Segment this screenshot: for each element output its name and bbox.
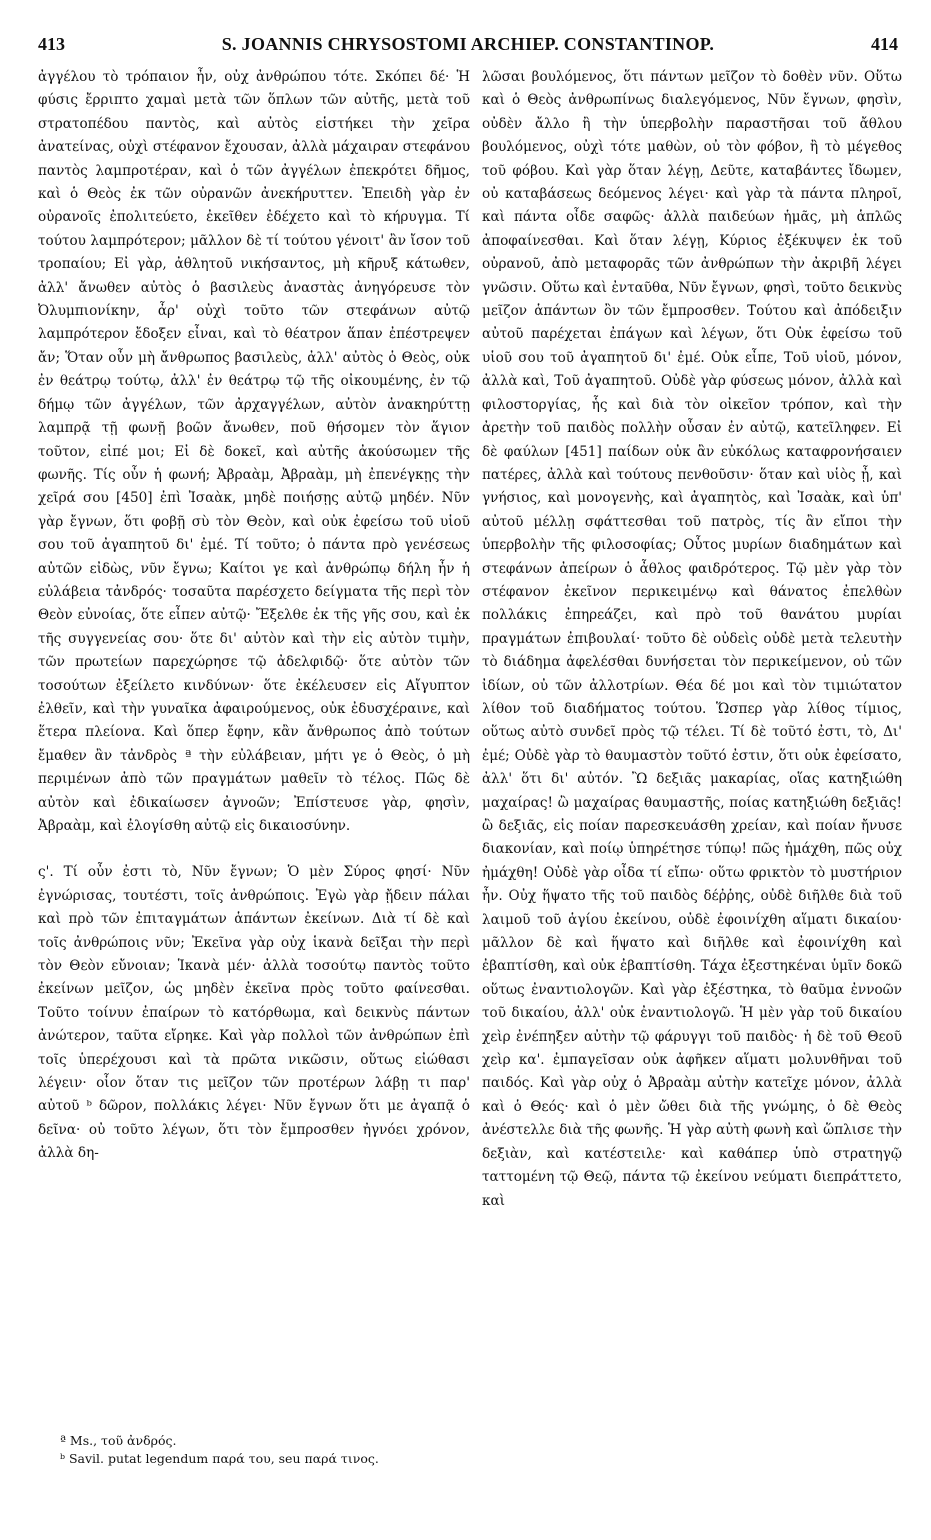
left-paragraph-1: ἀγγέλου τὸ τρόπαιον ἦν, οὐχ ἀνθρώπου τότε. Σκόπει δέ· Ἡ φύσις ἔρριπτο χαμαὶ μετὰ τῶν ὅπλων τῶν αὐτῆς, μετὰ τοῦ στρατοπέδου παντὸς, καὶ αὐτὸς εἱστήκει τὴν χεῖρα ἀνατείνας, οὐχὶ στέφανον ἔχουσαν, ἀλλὰ μάχαιραν στεφάνου παντὸς λαμπροτέραν, καὶ ὁ τῶν ἀγγέλων ἐπεκρότει δῆμος, καὶ ὁ Θεὸς ἐκ τῶν οὐρανῶν ἀνεκήρυττεν. Ἐπειδὴ γὰρ ἐν οὐρανοῖς ἐπολιτεύετο, ἐκεῖθεν ἐδέχετο καὶ τὸ κήρυγμα. Τί τούτου λαμπρότερον; μᾶλλον δὲ τί τούτου γένοιτ' ἂν ἴσον τοῦ τροπαίου; Εἰ γὰρ, ἀθλητοῦ νικήσαντος, μὴ κῆρυξ κάτωθεν, ἀλλ' ἄνωθεν αὐτὸς ὁ βασιλεὺς ἀναστὰς ἀνηγόρευσε τὸν Ὀλυμπιονίκην, ἆρ' οὐχὶ τοῦτο τῶν στεφάνων αὐτῷ λαμπρότερον ἔδοξεν εἶναι, καὶ τὸ θέατρον ἅπαν ἐπέστρεψεν ἄν; Ὅταν οὖν μὴ ἄνθρωπος βασιλεὺς, ἀλλ' αὐτὸς ὁ Θεὸς, οὐκ ἐν θεάτρῳ τούτῳ, ἀλλ' ἐν θεάτρῳ τῷ τῆς οἰκουμένης, ἐν τῷ δήμῳ τῶν ἀγγέλων, τῶν ἀρχαγγέλων, αὐτὸν ἀνακηρύττῃ λαμπρᾷ τῇ φωνῇ βοῶν ἄνωθεν, ποῦ θήσομεν τὸν ἅγιον τοῦτον, εἰπέ μοι; Εἰ δὲ δοκεῖ, καὶ αὐτῆς ἀκούσωμεν τῆς φωνῆς. Τίς οὖν ἡ φωνή; Ἀβραὰμ, Ἀβραὰμ, μὴ ἐπενέγκῃς τὴν χεῖρά σου [450] ἐπὶ Ἰσαὰκ, μηδὲ ποιήσῃς αὐτῷ μηδέν. Νῦν γὰρ ἔγνων, ὅτι φοβῇ σὺ τὸν Θεὸν, καὶ οὐκ ἐφείσω τοῦ υἱοῦ σου τοῦ ἀγαπητοῦ δι' ἐμέ. Τί τοῦτο; ὁ πάντα πρὸ γενέσεως αὐτῶν εἰδὼς, νῦν ἔγνω; Καίτοι γε καὶ ἀνθρώπῳ δήλη ἦν ἡ εὐλάβεια τἀνδρός· τοσαῦτα παρέσχετο δείγματα τῆς περὶ τὸν Θεὸν εὐνοίας, ὅτε εἶπεν αὐτῷ· Ἔξελθε ἐκ τῆς γῆς σου, καὶ ἐκ τῆς συγγενείας σου· ὅτε δι' αὐτὸν καὶ τὴν εἰς αὐτὸν τιμὴν, τῶν πρωτείων παρεχώρησε τῷ ἀδελφιδῷ· ὅτε αὐτὸν τῶν τοσούτων ἐξείλετο κινδύνων· ὅτε ἐκέλευσεν εἰς Αἴγυπτον ἐλθεῖν, καὶ τὴν γυναῖκα ἀφαιρούμενος, οὐκ ἐδυσχέραινε, καὶ ἕτερα πλείονα. Καὶ ὅπερ ἔφην, κἂν ἄνθρωπος ἀπὸ τούτων ἔμαθεν ἂν τἀνδρὸς ª τὴν εὐλάβειαν, μήτι γε ὁ Θεὸς, ὁ μὴ περιμένων ἀπὸ τῶν πραγμάτων μαθεῖν τὸ τέλος. Πῶς δὲ αὐτὸν καὶ ἐδικαίωσεν ἀγνοῶν; Ἐπίστευσε γὰρ, φησὶν, Ἀβραὰμ, καὶ ἐλογίσθη αὐτῷ εἰς δικαιοσύνην. — [38, 69, 470, 834]
footnote-a: ª Ms., τοῦ ἀνδρός. — [60, 1433, 177, 1448]
page-number-left: 413 — [38, 34, 65, 54]
left-column — [38, 66, 470, 1166]
running-header — [38, 34, 898, 56]
right-paragraph-1: λῶσαι βουλόμενος, ὅτι πάντων μεῖζον τὸ δοθὲν νῦν. Οὕτω καὶ ὁ Θεὸς ἀνθρωπίνως διαλεγόμενος, Νῦν ἔγνων, φησὶν, οὐδὲν ἄλλο ἢ τὴν ὑπερβολὴν παραστῆσαι τοῦ ἄθλου βουλόμενος, οὐχὶ τότε μαθὼν, οὐ τὸν φόβον, ἢ τὸ μέγεθος τοῦ φόβου. Καὶ γὰρ ὅταν λέγῃ, Δεῦτε, καταβάντες ἴδωμεν, οὐ καταβάσεως δεόμενος λέγει· καὶ γὰρ τὰ πάντα πληροῖ, καὶ πάντα οἶδε σαφῶς· ἀλλὰ παιδεύων ἡμᾶς, μὴ ἁπλῶς ἀποφαίνεσθαι. Καὶ ὅταν λέγῃ, Κύριος ἐξέκυψεν ἐκ τοῦ οὐρανοῦ, ἀπὸ μεταφορᾶς τῶν ἀνθρώπων τὴν ἀκριβῆ λέγει γνῶσιν. Οὕτω καὶ ἐνταῦθα, Νῦν ἔγνων, φησὶ, τοῦτο δεικνὺς μεῖζον ἁπάντων ὂν τῶν ἔμπροσθεν. Τούτου καὶ ἀπόδειξιν αὐτοῦ παρέχεται ἐπάγων καὶ λέγων, ὅτι Οὐκ ἐφείσω τοῦ υἱοῦ σου τοῦ ἀγαπητοῦ δι' ἐμέ. Οὐκ εἶπε, Τοῦ υἱοῦ, μόνον, ἀλλὰ καὶ, Τοῦ ἀγαπητοῦ. Οὐδὲ γὰρ φύσεως μόνον, ἀλλὰ καὶ φιλοστοργίας, ἧς καὶ διὰ τὸν οἰκεῖον τρόπον, καὶ τὴν ἀρετὴν τοῦ παιδὸς πολλὴν οὖσαν ἐν αὐτῷ, κατεῖληφεν. Εἰ δὲ φαύλων [451] παίδων οὐκ ἂν εὐκόλως καταφρονήσαιεν πατέρες, ἀλλὰ καὶ τούτους πενθοῦσιν· ὅταν καὶ υἱὸς ᾖ, καὶ γνήσιος, καὶ μονογενὴς, καὶ ἀγαπητὸς, καὶ Ἰσαὰκ, καὶ ὑπ' αὐτοῦ μέλλῃ σφάττεσθαι τοῦ πατρὸς, τίς ἂν εἴποι τὴν ὑπερβολὴν τῆς φιλοσοφίας; Οὗτος μυρίων διαδημάτων καὶ στεφάνων ἀπείρων ὁ ἆθλος φαιδρότερος. Τῷ μὲν γὰρ τὸν στέφανον ἐκεῖνον περικειμένῳ καὶ θάνατος ἐπελθὼν πολλάκις ἐπηρεάζει, καὶ πρὸ τοῦ θανάτου μυρίαι πραγμάτων ἐπιβουλαί· τοῦτο δὲ οὐδεὶς οὐδὲ μετὰ τελευτὴν τὸ διάδημα ἀφελέσθαι δυνήσεται τὸν περικείμενον, οὐ τῶν ἰδίων, οὐ τῶν ἀλλοτρίων. Θέα δέ μοι καὶ τὸν τιμιώτατον λίθον τοῦ διαδήματος τούτου. Ὥσπερ γὰρ λίθος τίμιος, οὕτως αὐτὸ συνδεῖ πρὸς τῷ τέλει. Τί δὲ τοῦτό ἐστι, τὸ, Δι' ἐμέ; Οὐδὲ γὰρ τὸ θαυμαστὸν τοῦτό ἐστιν, ὅτι οὐκ ἐφείσατο, ἀλλ' ὅτι δι' αὐτόν. Ὢ δεξιᾶς μακαρίας, οἵας κατηξιώθη μαχαίρας! ὢ μαχαίρας θαυμαστῆς, ποίας κατηξιώθη δεξιᾶς! ὢ δεξιᾶς, εἰς ποίαν παρεσκευάσθη χρείαν, καὶ ποίαν ἤνυσε διακονίαν, καὶ ποίῳ ὑπηρέτησε τύπῳ! πῶς ἠμάχθη, πῶς οὐχ ἠμάχθη! Οὐδὲ γὰρ οἶδα τί εἴπω· οὕτω φρικτὸν τὸ μυστήριον ἦν. Οὐχ ἥψατο τῆς τοῦ παιδὸς δέῤῥης, οὐδὲ διῆλθε διὰ τοῦ λαιμοῦ τοῦ ἁγίου ἐκείνου, οὐδὲ ἐφοινίχθη αἵματι δικαίου· μᾶλλον δὲ καὶ ἥψατο καὶ διῆλθε καὶ ἐφοινίχθη καὶ ἐβαπτίσθη, καὶ οὐκ ἐβαπτίσθη. Τάχα ἐξεστηκέναι ὑμῖν δοκῶ οὕτως ἐναντιολογῶν. Καὶ γὰρ ἐξέστηκα, τὸ θαῦμα ἐννοῶν τοῦ δικαίου, ἀλλ' οὐκ ἐναντιολογῶ. Ἡ μὲν γὰρ τοῦ δικαίου χεὶρ ἐνέπηξεν αὐτὴν τῷ φάρυγγι τοῦ παιδὸς· ἡ δὲ τοῦ Θεοῦ χεὶρ κα'. ἐμπαγεῖσαν οὐκ ἀφῆκεν αἵματι μολυνθῆναι τοῦ παιδός. Καὶ γὰρ οὐχ ὁ Ἀβραὰμ αὐτὴν κατεῖχε μόνον, ἀλλὰ καὶ ὁ Θεός· καὶ ὁ μὲν ὤθει διὰ τῆς γνώμης, ὁ δὲ Θεὸς ἀνέστελλε διὰ τῆς φωνῆς. Ἡ γὰρ αὐτὴ φωνὴ καὶ ὥπλισε τὴν δεξιὰν, καὶ κατέστειλε· καὶ καθάπερ ὑπὸ στρατηγῷ ταττομένη τῷ Θεῷ, πάντα τῷ ἐκείνου νεύματι διεπράττετο, καὶ — [482, 69, 902, 1209]
right-column — [482, 66, 902, 1213]
footnote-b: ᵇ Savil. putat legendum παρά του, seu παρά τινος. — [60, 1451, 379, 1466]
left-paragraph-2: ς'. Τί οὖν ἐστι τὸ, Νῦν ἔγνων; Ὁ μὲν Σύρος φησί· Νῦν ἐγνώρισας, τουτέστι, τοῖς ἀνθρώποις. Ἐγὼ γὰρ ᾔδειν πάλαι καὶ πρὸ τῶν ἐπιταγμάτων ἁπάντων ἐκείνων. Διὰ τί δὲ καὶ τοῖς ἀνθρώποις νῦν; Ἐκεῖνα γὰρ οὐχ ἱκανὰ δεῖξαι τὴν περὶ τὸν Θεὸν εὔνοιαν; Ἱκανὰ μέν· ἀλλὰ τοσούτῳ παντὸς τοῦτο ἐκείνων μεῖζον, ὡς μηδὲν ἐκεῖνα πρὸς τοῦτο φαίνεσθαι. Τοῦτο τοίνυν ἐπαίρων τὸ κατόρθωμα, καὶ δεικνὺς πάντων ἀνώτερον, ταῦτα εἴρηκε. Καὶ γὰρ πολλοὶ τῶν ἀνθρώπων ἐπὶ τοῖς ὑπερέχουσι καὶ τὰ πρῶτα νικῶσιν, οὕτως εἰώθασι λέγειν· οἷον ὅταν τις μεῖζον τῶν προτέρων λάβῃ τι παρ' αὐτοῦ ᵇ δῶρον, πολλάκις λέγει· Νῦν ἔγνων ὅτι με ἀγαπᾷ ὁ δεῖνα· οὐ τοῦτο λέγων, ὅτι τὸν ἔμπροσθεν ἠγνόει χρόνον, ἀλλὰ δη- — [38, 864, 470, 1162]
page-number-right: 414 — [871, 34, 898, 54]
running-title: S. JOANNIS CHRYSOSTOMI ARCHIEP. CONSTANTINOP. — [221, 34, 715, 54]
footnotes — [60, 1432, 470, 1468]
